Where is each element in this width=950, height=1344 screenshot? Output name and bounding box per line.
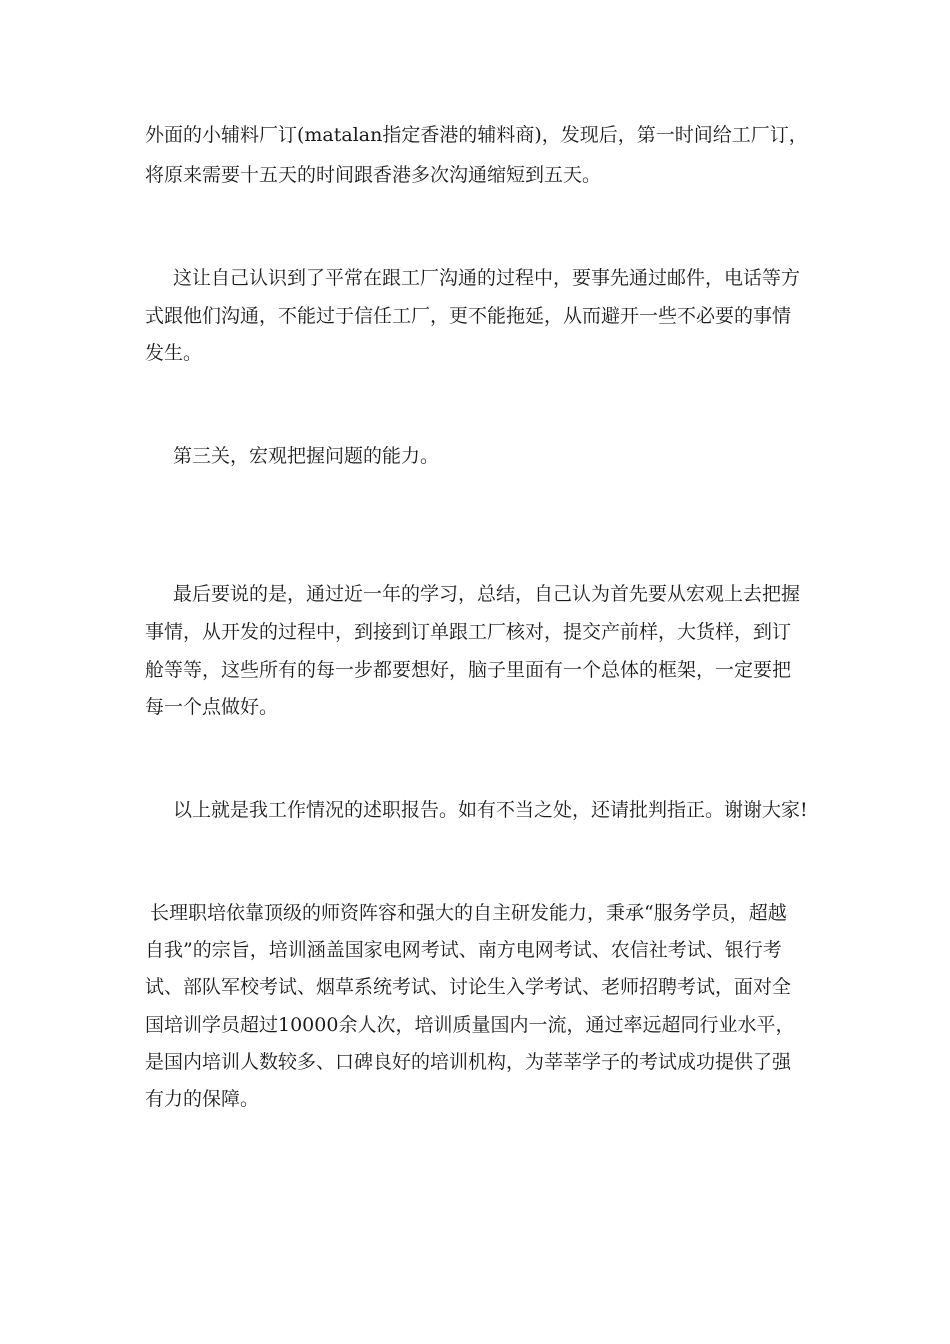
paragraph-2-line-3: 发生。: [145, 342, 203, 364]
paragraph-6-line-6: 有力的保障。: [145, 1088, 260, 1110]
paragraph-2-line-2: 式跟他们沟通，不能过于信任工厂，更不能拖延，从而避开一些不必要的事情: [145, 305, 792, 327]
paragraph-6-line-2: 自我”的宗旨，培训涵盖国家电网考试、南方电网考试、农信社考试、银行考: [145, 939, 782, 961]
paragraph-2-line-1: 这让自己认识到了平常在跟工厂沟通的过程中，要事先通过邮件，电话等方: [173, 267, 801, 289]
paragraph-5-line-1: 以上就是我工作情况的述职报告。如有不当之处，还请批判指正。谢谢大家!: [173, 799, 808, 821]
paragraph-4-line-1: 最后要说的是，通过近一年的学习，总结，自己认为首先要从宏观上去把握: [173, 583, 801, 605]
paragraph-4-line-4: 每一个点做好。: [145, 696, 279, 718]
paragraph-6-line-5: 是国内培训人数较多、口碑良好的培训机构，为莘莘学子的考试成功提供了强: [145, 1051, 792, 1073]
paragraph-1-line-1: 外面的小辅料厂订(matalan指定香港的辅料商)，发现后，第一时间给工厂订，: [145, 124, 808, 146]
paragraph-6-line-1: 长理职培依靠顶级的师资阵容和强大的自主研发能力，秉承“服务学员，超越: [150, 902, 787, 924]
paragraph-1-line-2: 将原来需要十五天的时间跟香港多次沟通缩短到五天。: [145, 164, 602, 186]
paragraph-4-line-2: 事情，从开发的过程中，到接到订单跟工厂核对，提交产前样，大货样，到订: [145, 621, 792, 643]
paragraph-6-line-4: 国培训学员超过10000余人次，培训质量国内一流，通过率远超同行业水平，: [145, 1014, 795, 1036]
paragraph-6-line-3: 试、部队军校考试、烟草系统考试、讨论生入学考试、老师招聘考试，面对全: [145, 976, 792, 998]
paragraph-3-line-1: 第三关，宏观把握问题的能力。: [173, 445, 440, 467]
paragraph-4-line-3: 舱等等，这些所有的每一步都要想好，脑子里面有一个总体的框架，一定要把: [145, 659, 792, 681]
